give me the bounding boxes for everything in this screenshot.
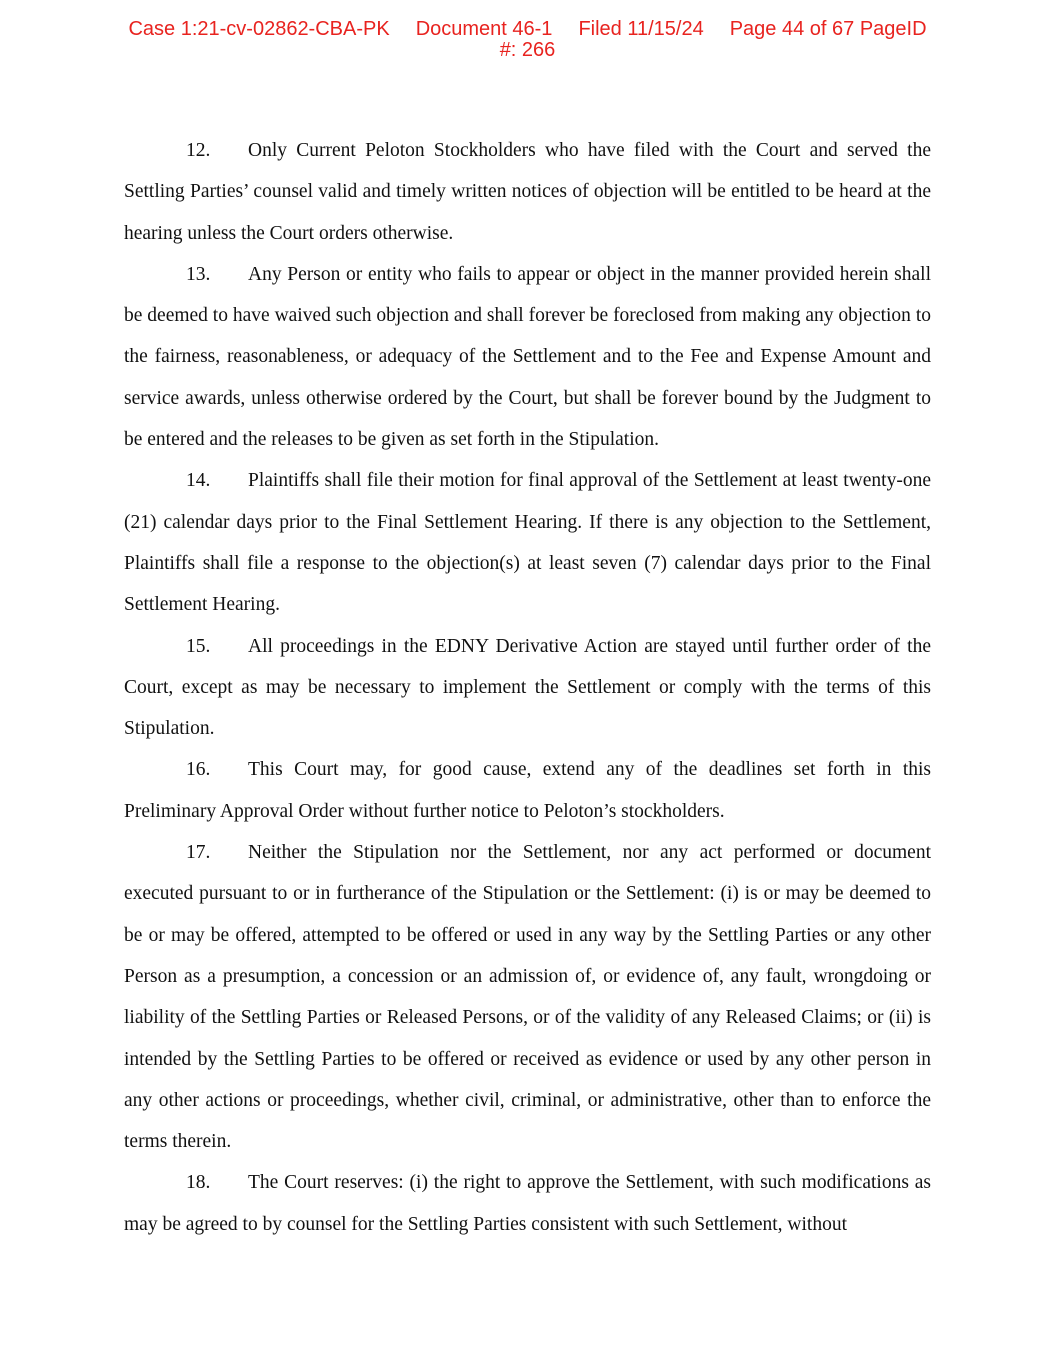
paragraph-number: 15.	[186, 635, 211, 657]
header-line	[0, 19, 1055, 40]
paragraph-number: 17.	[186, 842, 211, 864]
paragraph-18	[124, 1162, 931, 1245]
paragraph-13	[124, 254, 931, 460]
document-number: Document 46-1	[415, 18, 553, 40]
paragraph-text: All proceedings in the EDNY Derivative Action are stayed until further order of the Court, except as may be necessary to implement the Settlement or comply with the terms of this Stipulation.	[124, 635, 931, 740]
paragraph-text: This Court may, for good cause, extend any of the deadlines set forth in this Preliminary Approval Order without further notice to Peloton’s stockholders.	[124, 759, 931, 822]
paragraph-number: 16.	[186, 759, 211, 781]
filed-date: Filed 11/15/24	[578, 18, 704, 40]
paragraph-17	[124, 832, 931, 1162]
page-id: #: 266	[499, 39, 556, 61]
case-number: Case 1:21-cv-02862-CBA-PK	[128, 18, 390, 40]
paragraph-14	[124, 460, 931, 625]
document-body	[124, 130, 931, 1245]
paragraph-12	[124, 130, 931, 254]
paragraph-text: Any Person or entity who fails to appear or object in the manner provided herein shall be deemed to have waived such objection and shall forever be foreclosed from making any objection to the fairness, reasonableness, or adequacy of the Settlement and to the Fee and Expense Amount and service awards, unless otherwise ordered by the Court, but shall be forever bound by the Judgment to be entered and the releases to be given as set forth in the Stipulation.	[124, 263, 931, 451]
paragraph-number: 13.	[186, 263, 211, 285]
paragraph-text: Plaintiffs shall file their motion for final approval of the Settlement at least twenty-one (21) calendar days prior to the Final Settlement Hearing. If there is any objection to the Settlement, Plaintiffs shall file a response to the objection(s) at least seven (7) calendar days prior to the Final Settlement Hearing.	[124, 470, 931, 616]
paragraph-15	[124, 626, 931, 750]
paragraph-number: 12.	[186, 140, 211, 161]
page-number: Page 44 of 67 PageID	[729, 18, 927, 40]
paragraph-text: Neither the Stipulation nor the Settlement, nor any act performed or document executed pursuant to or in furtherance of the Stipulation or the Settlement: (i) is or may be deemed to be or may be offered, attempted to be offered or used in any way by the Settling Parties or any other Person as a presumption, a concession or an admission of, or evidence of, any fault, wrongdoing or liability of the Settling Parties or Released Persons, or of the validity of any Released Claims; or (ii) is intended by the Settling Parties to be offered or received as evidence or used by any other person in any other actions or proceedings, whether civil, criminal, or administrative, other than to enforce the terms therein.	[124, 842, 931, 1153]
paragraph-16	[124, 749, 931, 832]
paragraph-text: Only Current Peloton Stockholders who have filed with the Court and served the Settling Parties’ counsel valid and timely written notices of objection will be entitled to be heard at the hearing unless the Court orders otherwise.	[124, 140, 931, 244]
paragraph-text: The Court reserves: (i) the right to approve the Settlement, with such modifications as may be agreed to by counsel for the Settling Parties consistent with such Settlement, without	[124, 1172, 931, 1235]
paragraph-number: 18.	[186, 1172, 211, 1194]
paragraph-number: 14.	[186, 470, 211, 492]
case-header	[0, 19, 1055, 61]
